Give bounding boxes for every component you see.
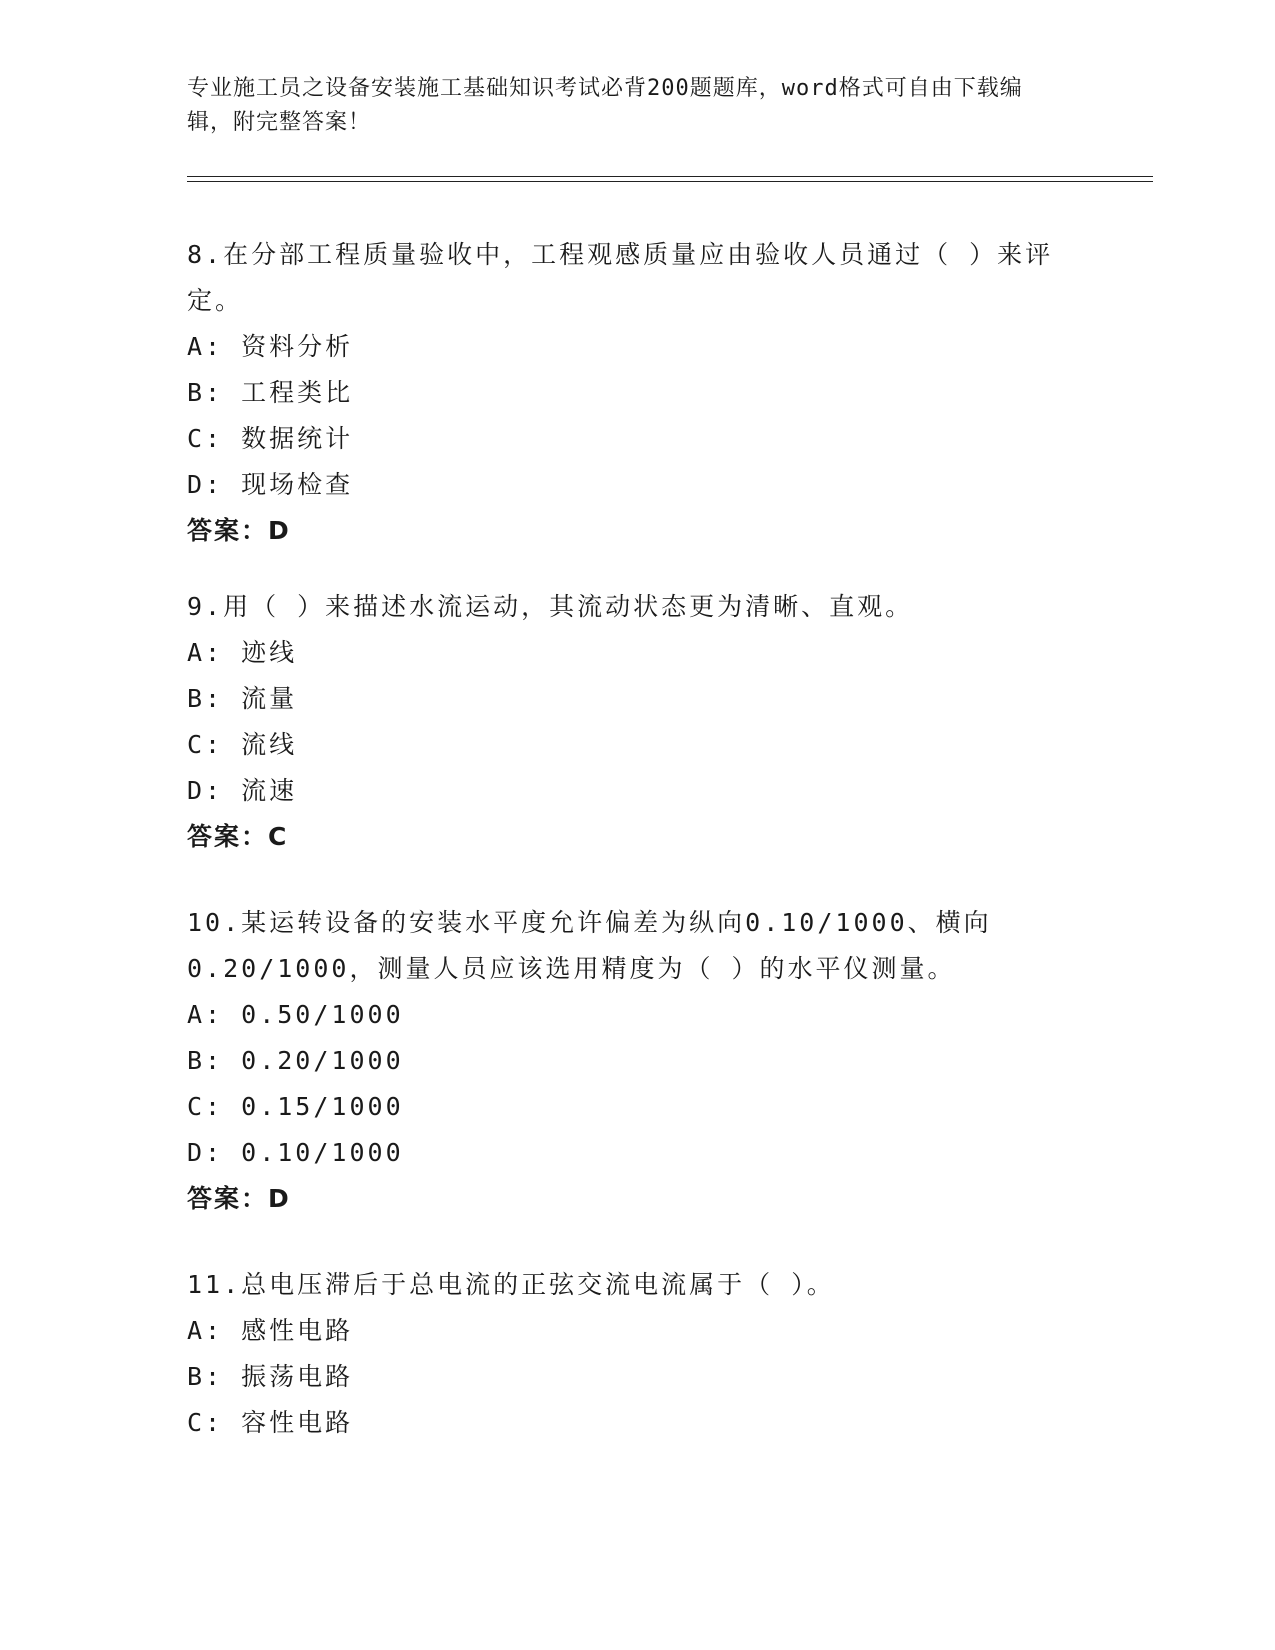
option-d: D: 现场检查 bbox=[187, 470, 354, 499]
option-b: B: 工程类比 bbox=[187, 378, 354, 407]
question-text: 10.某运转设备的安装水平度允许偏差为纵向0.10/1000、横向0.20/1000，测量人员应该选用精度为（ ）的水平仪测量。 bbox=[187, 908, 992, 983]
option-c: C: 流线 bbox=[187, 730, 298, 759]
header-divider-top bbox=[187, 176, 1153, 177]
option-b: B: 0.20/1000 bbox=[187, 1046, 404, 1075]
question-9 bbox=[187, 584, 1087, 860]
option-b: B: 流量 bbox=[187, 684, 298, 713]
option-a: A: 感性电路 bbox=[187, 1316, 354, 1345]
question-10 bbox=[187, 900, 1087, 1222]
question-text: 9.用（ ）来描述水流运动，其流动状态更为清晰、直观。 bbox=[187, 592, 914, 621]
answer-label: 答案：C bbox=[187, 822, 289, 851]
question-8 bbox=[187, 232, 1087, 554]
option-a: A: 0.50/1000 bbox=[187, 1000, 404, 1029]
question-11 bbox=[187, 1262, 1087, 1446]
question-text: 11.总电压滞后于总电流的正弦交流电流属于（ ）。 bbox=[187, 1270, 835, 1299]
option-d: D: 流速 bbox=[187, 776, 298, 805]
answer-label: 答案：D bbox=[187, 1184, 291, 1213]
question-text: 8.在分部工程质量验收中，工程观感质量应由验收人员通过（ ）来评定。 bbox=[187, 240, 1054, 315]
header-divider-bottom bbox=[187, 181, 1153, 182]
answer-label: 答案：D bbox=[187, 516, 291, 545]
option-c: C: 容性电路 bbox=[187, 1408, 354, 1437]
option-d: D: 0.10/1000 bbox=[187, 1138, 404, 1167]
option-a: A: 资料分析 bbox=[187, 332, 354, 361]
option-c: C: 0.15/1000 bbox=[187, 1092, 404, 1121]
option-c: C: 数据统计 bbox=[187, 424, 354, 453]
option-a: A: 迹线 bbox=[187, 638, 298, 667]
option-b: B: 振荡电路 bbox=[187, 1362, 354, 1391]
document-title: 专业施工员之设备安装施工基础知识考试必背200题题库，word格式可自由下载编辑，附完整答案！ bbox=[187, 76, 1023, 135]
